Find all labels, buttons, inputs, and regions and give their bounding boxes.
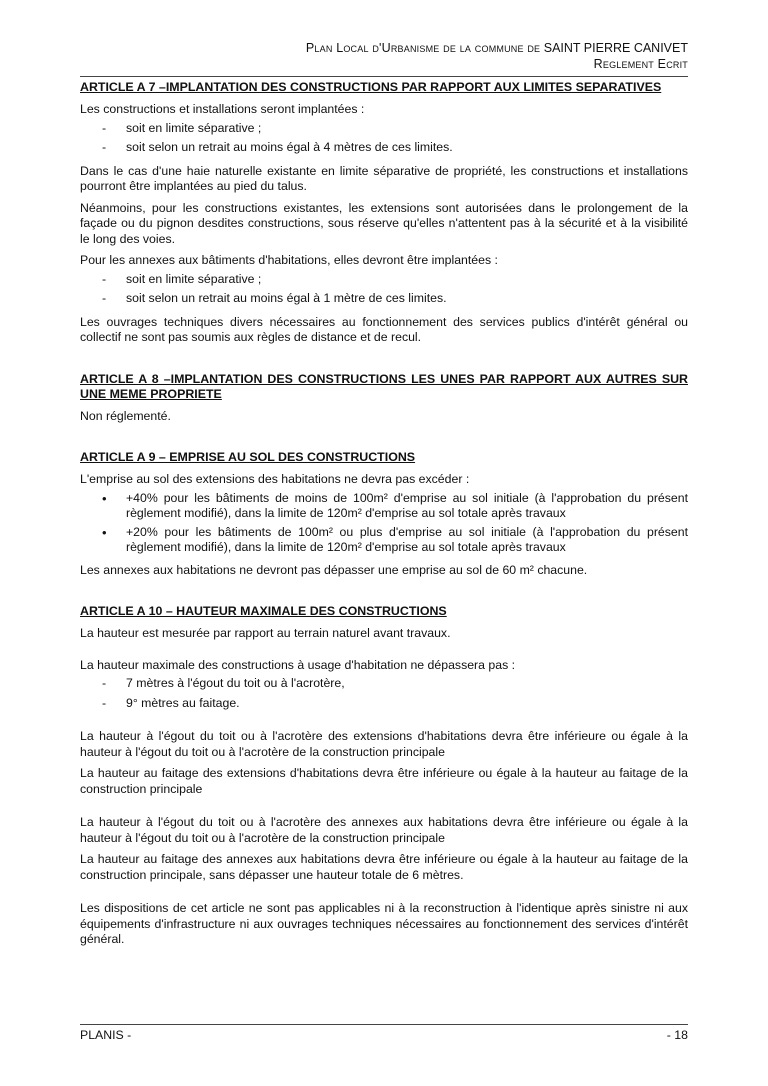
paragraph: Les dispositions de cet article ne sont pas applicables ni à la reconstruction à l'identique après sinistre ni aux équipements d'infrastructure ni aux ouvrages techniques nécessaires au fonctionnement des services d'intérêt général.: [80, 901, 688, 946]
list-item: - 9° mètres au faitage.: [80, 696, 688, 712]
dash-list: [80, 676, 688, 711]
dash-list: [80, 121, 688, 156]
article-a8-title: ARTICLE A 8 –IMPLANTATION DES CONSTRUCTIONS LES UNES PAR RAPPORT AUX AUTRES SUR UNE MEME PROPRIETE: [80, 371, 688, 401]
list-item: - soit selon un retrait au moins égal à 4 mètres de ces limites.: [80, 140, 688, 156]
paragraph: Les ouvrages techniques divers nécessaires au fonctionnement des services publics d'intérêt général ou collectif ne sont pas soumis aux règles de distance et de recul.: [80, 314, 688, 344]
paragraph: La hauteur à l'égout du toit ou à l'acrotère des extensions d'habitations devra être inférieure ou égale à la hauteur à l'égout du toit ou à l'acrotère de la construction principale: [80, 729, 688, 759]
article-a7: [80, 80, 688, 346]
paragraph: La hauteur au faitage des annexes aux habitations devra être inférieure ou égale à la hauteur au faitage de la construction principale, sans dépasser une hauteur totale de 6 mètres.: [80, 852, 688, 882]
article-a8: [80, 372, 688, 425]
paragraph: Pour les annexes aux bâtiments d'habitations, elles devront être implantées :: [80, 253, 498, 267]
article-a7-title: ARTICLE A 7 –IMPLANTATION DES CONSTRUCTIONS PAR RAPPORT AUX LIMITES SEPARATIVES: [80, 80, 662, 94]
paragraph: La hauteur au faitage des extensions d'habitations devra être inférieure ou égale à la hauteur au faitage de la construction principale: [80, 766, 688, 796]
list-item: • +40% pour les bâtiments de moins de 100m² d'emprise au sol initiale (à l'approbation du présent règlement modifié), dans la limite de 120m² d'emprise au sol totale après travaux: [80, 491, 688, 522]
dash-list: [80, 272, 688, 307]
footer-author: PLANIS -: [80, 1028, 132, 1042]
header-line-1: [80, 40, 688, 56]
article-a9-title: ARTICLE A 9 – EMPRISE AU SOL DES CONSTRUCTIONS: [80, 450, 416, 464]
paragraph: Les annexes aux habitations ne devront pas dépasser une emprise au sol de 60 m² chacune.: [80, 562, 588, 577]
header-line-2: Reglement Ecrit: [593, 57, 688, 71]
list-item: • +20% pour les bâtiments de 100m² ou plus d'emprise au sol initiale (à l'approbation du présent règlement modifié), dans la limite de 120m² d'emprise au sol totale après travaux: [80, 525, 688, 556]
footer-divider: [80, 1024, 688, 1025]
paragraph: La hauteur est mesurée par rapport au terrain naturel avant travaux.: [80, 626, 451, 640]
header-plan-title: Plan Local d'Urbanisme de la commune de: [305, 41, 541, 55]
paragraph: Les constructions et installations seront implantées :: [80, 102, 365, 116]
list-item: - soit selon un retrait au moins égal à 1 mètre de ces limites.: [80, 291, 688, 307]
list-item: - 7 mètres à l'égout du toit ou à l'acrotère,: [80, 676, 688, 692]
paragraph: Non réglementé.: [80, 408, 171, 423]
header-commune-name: SAINT PIERRE CANIVET: [543, 41, 688, 55]
header-divider: [80, 76, 688, 77]
article-a10: [80, 604, 688, 948]
paragraph: La hauteur maximale des constructions à usage d'habitation ne dépassera pas :: [80, 657, 516, 672]
paragraph: Dans le cas d'une haie naturelle existante en limite séparative de propriété, les constructions et installations pourront être implantées au pied du talus.: [80, 163, 688, 193]
article-a10-title: ARTICLE A 10 – HAUTEUR MAXIMALE DES CONSTRUCTIONS: [80, 604, 447, 618]
article-a9: [80, 450, 688, 578]
paragraph: Néanmoins, pour les constructions existantes, les extensions sont autorisées dans le prolongement de la façade ou du pignon desdites constructions, sous réserve qu'elles n'attentent pas à la sécurité et à la visibilité le long des voies.: [80, 200, 688, 246]
list-item: - soit en limite séparative ;: [80, 121, 688, 137]
paragraph: La hauteur à l'égout du toit ou à l'acrotère des annexes aux habitations devra être inférieure ou égale à la hauteur à l'égout du toit ou à l'acrotère de la construction principale: [80, 815, 688, 845]
bullet-list: [80, 491, 688, 556]
list-item: - soit en limite séparative ;: [80, 272, 688, 288]
page-number: - 18: [666, 1028, 688, 1042]
page-header: [80, 40, 688, 72]
document-body: [80, 80, 688, 948]
paragraph: L'emprise au sol des extensions des habitations ne devra pas excéder :: [80, 472, 470, 486]
